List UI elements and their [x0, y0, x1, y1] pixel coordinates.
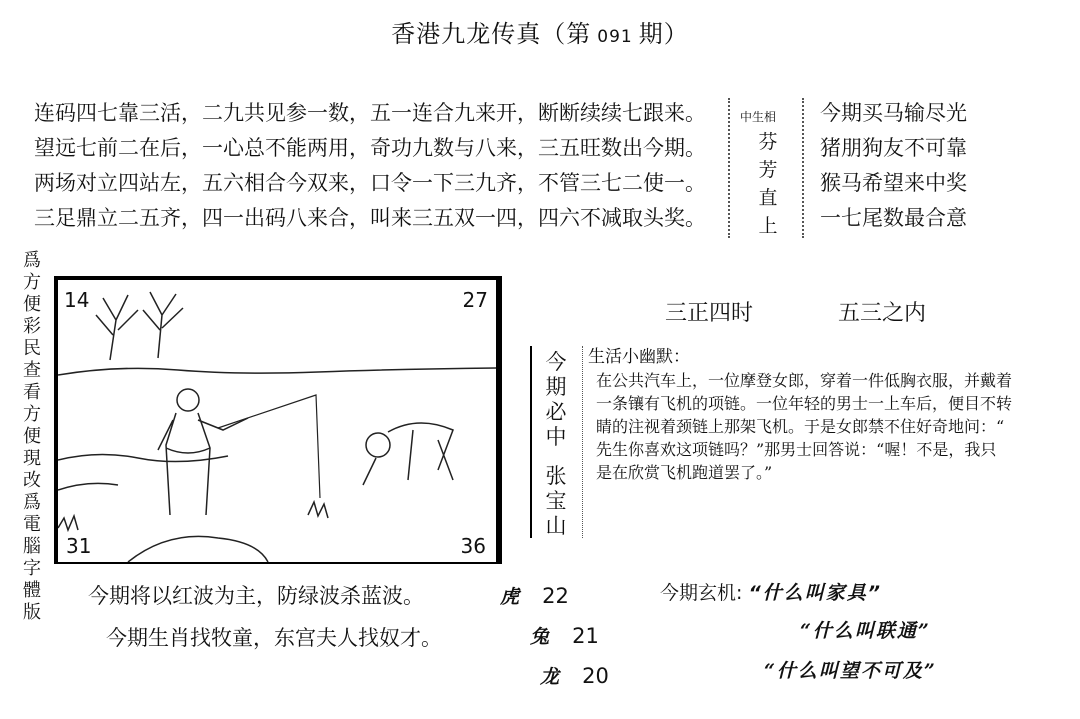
must-win-char: 中 — [545, 425, 567, 449]
right-line: 猴马希望来中奖 — [820, 171, 967, 195]
must-win-box — [530, 346, 583, 538]
notice-char: 查 — [23, 360, 41, 381]
must-win-name-char: 山 — [545, 514, 567, 538]
notice-char: 看 — [23, 382, 41, 403]
right-line: 猪朋狗友不可靠 — [820, 136, 967, 160]
zodiac-box-char: 上 — [758, 215, 778, 237]
fishing-rod — [218, 395, 320, 498]
fishing-scene — [58, 280, 496, 562]
notice-char: 便 — [23, 294, 41, 315]
zodiac-entry — [500, 582, 569, 609]
riddle-hint: “什么叫家具” — [748, 582, 882, 604]
riddle-label: 今期玄机: — [660, 582, 743, 604]
fisherman-head — [177, 389, 199, 411]
zodiac-entry — [530, 622, 599, 649]
title-prefix: 香港九龙传真（第 — [391, 20, 592, 48]
phrase-right: 五三之内 — [838, 301, 927, 326]
notice-char: 彩 — [23, 316, 41, 337]
zodiac-box-char: 直 — [758, 187, 778, 209]
zodiac-box-char: 芬 — [758, 131, 778, 153]
notice-char: 腦 — [23, 536, 41, 557]
corner-number-tr: 27 — [462, 288, 488, 312]
illustration — [54, 276, 502, 564]
notice-char: 字 — [23, 558, 41, 579]
riddle-hint: “什么叫联通” — [800, 620, 931, 642]
notice-char: 體 — [23, 580, 41, 601]
poem-line: 两场对立四站左，五六相合今双来，口令一下三九齐，不管三七二使一。 — [34, 171, 706, 195]
riddle-hint: “什么叫望不可及” — [764, 660, 937, 682]
zodiac-animal: 兔 — [530, 626, 550, 648]
humor-line: 是在欣赏飞机跑道罢了。” — [596, 463, 773, 482]
bending-man-head — [366, 433, 390, 457]
right-line: 今期买马输尽光 — [820, 101, 967, 125]
humor-line: 先生你喜欢这项链吗？”那男士回答说：“喔！不是，我只 — [596, 440, 997, 459]
title-suffix: 期） — [638, 20, 689, 48]
notice-char: 方 — [23, 272, 41, 293]
must-win-char: 期 — [545, 375, 567, 399]
tree-right — [143, 292, 183, 358]
zodiac-number: 20 — [582, 664, 609, 688]
zodiac-number: 22 — [542, 584, 569, 608]
vertical-notice — [18, 250, 46, 624]
notice-char: 改 — [23, 470, 41, 491]
notice-char: 民 — [23, 338, 41, 359]
must-win-name-char: 张 — [545, 464, 567, 488]
wave-advice: 今期将以红波为主，防绿波杀蓝波。 — [88, 584, 424, 608]
poem-block — [34, 96, 706, 236]
corner-number-tl: 14 — [64, 288, 90, 312]
must-win-char: 必 — [545, 400, 567, 424]
notice-char: 電 — [23, 514, 41, 535]
humor-heading: 生活小幽默： — [588, 347, 690, 367]
poem-line: 望远七前二在后，一心总不能两用，奇功九数与八来，三五旺数出今期。 — [34, 136, 706, 160]
poem-line: 连码四七靠三活，二九共见参一数，五一连合九来开，断断续续七跟来。 — [34, 101, 706, 125]
must-win-name-char: 宝 — [545, 489, 567, 513]
right-line: 一七尾数最合意 — [820, 206, 967, 230]
notice-char: 爲 — [23, 492, 41, 513]
tree-left — [96, 295, 138, 360]
notice-char: 現 — [23, 448, 41, 469]
notice-char: 版 — [23, 602, 41, 623]
zodiac-animal: 虎 — [500, 586, 520, 608]
issue-number: 091 — [597, 27, 633, 47]
humor-line: 在公共汽车上，一位摩登女郎，穿着一件低胸衣服，并戴着 — [596, 371, 1013, 390]
notice-char: 方 — [23, 404, 41, 425]
humor-line: 睛的注视着颈链上那架飞机。于是女郎禁不住好奇地问：“ — [596, 417, 1005, 436]
fisherman-body — [158, 413, 248, 515]
zodiac-animal: 龙 — [540, 666, 560, 688]
zodiac-box — [728, 98, 804, 238]
zodiac-number: 21 — [572, 624, 599, 648]
corner-number-bl: 31 — [66, 534, 92, 558]
page-title — [0, 14, 1080, 49]
humor-line: 一条镶有飞机的项链。一位年轻的男士一上车后，便目不转 — [596, 394, 1013, 413]
right-lines — [820, 96, 967, 236]
riddle-line — [660, 578, 882, 605]
corner-number-br: 36 — [460, 534, 486, 558]
notice-char: 便 — [23, 426, 41, 447]
zodiac-advice: 今期生肖找牧童，东宫夫人找奴才。 — [106, 626, 442, 650]
notice-char: 爲 — [23, 250, 41, 271]
zodiac-box-caption: 中生相 — [740, 110, 777, 124]
poem-line: 三足鼎立二五齐，四一出码八来合，叫来三五双一四，四六不减取头奖。 — [34, 206, 706, 230]
bending-man-body — [363, 423, 453, 485]
must-win-char: 今 — [545, 350, 567, 374]
zodiac-box-char: 芳 — [758, 159, 778, 181]
humor-section — [588, 346, 1036, 484]
zodiac-entry — [540, 662, 609, 689]
phrase-left: 三正四时 — [665, 301, 754, 326]
